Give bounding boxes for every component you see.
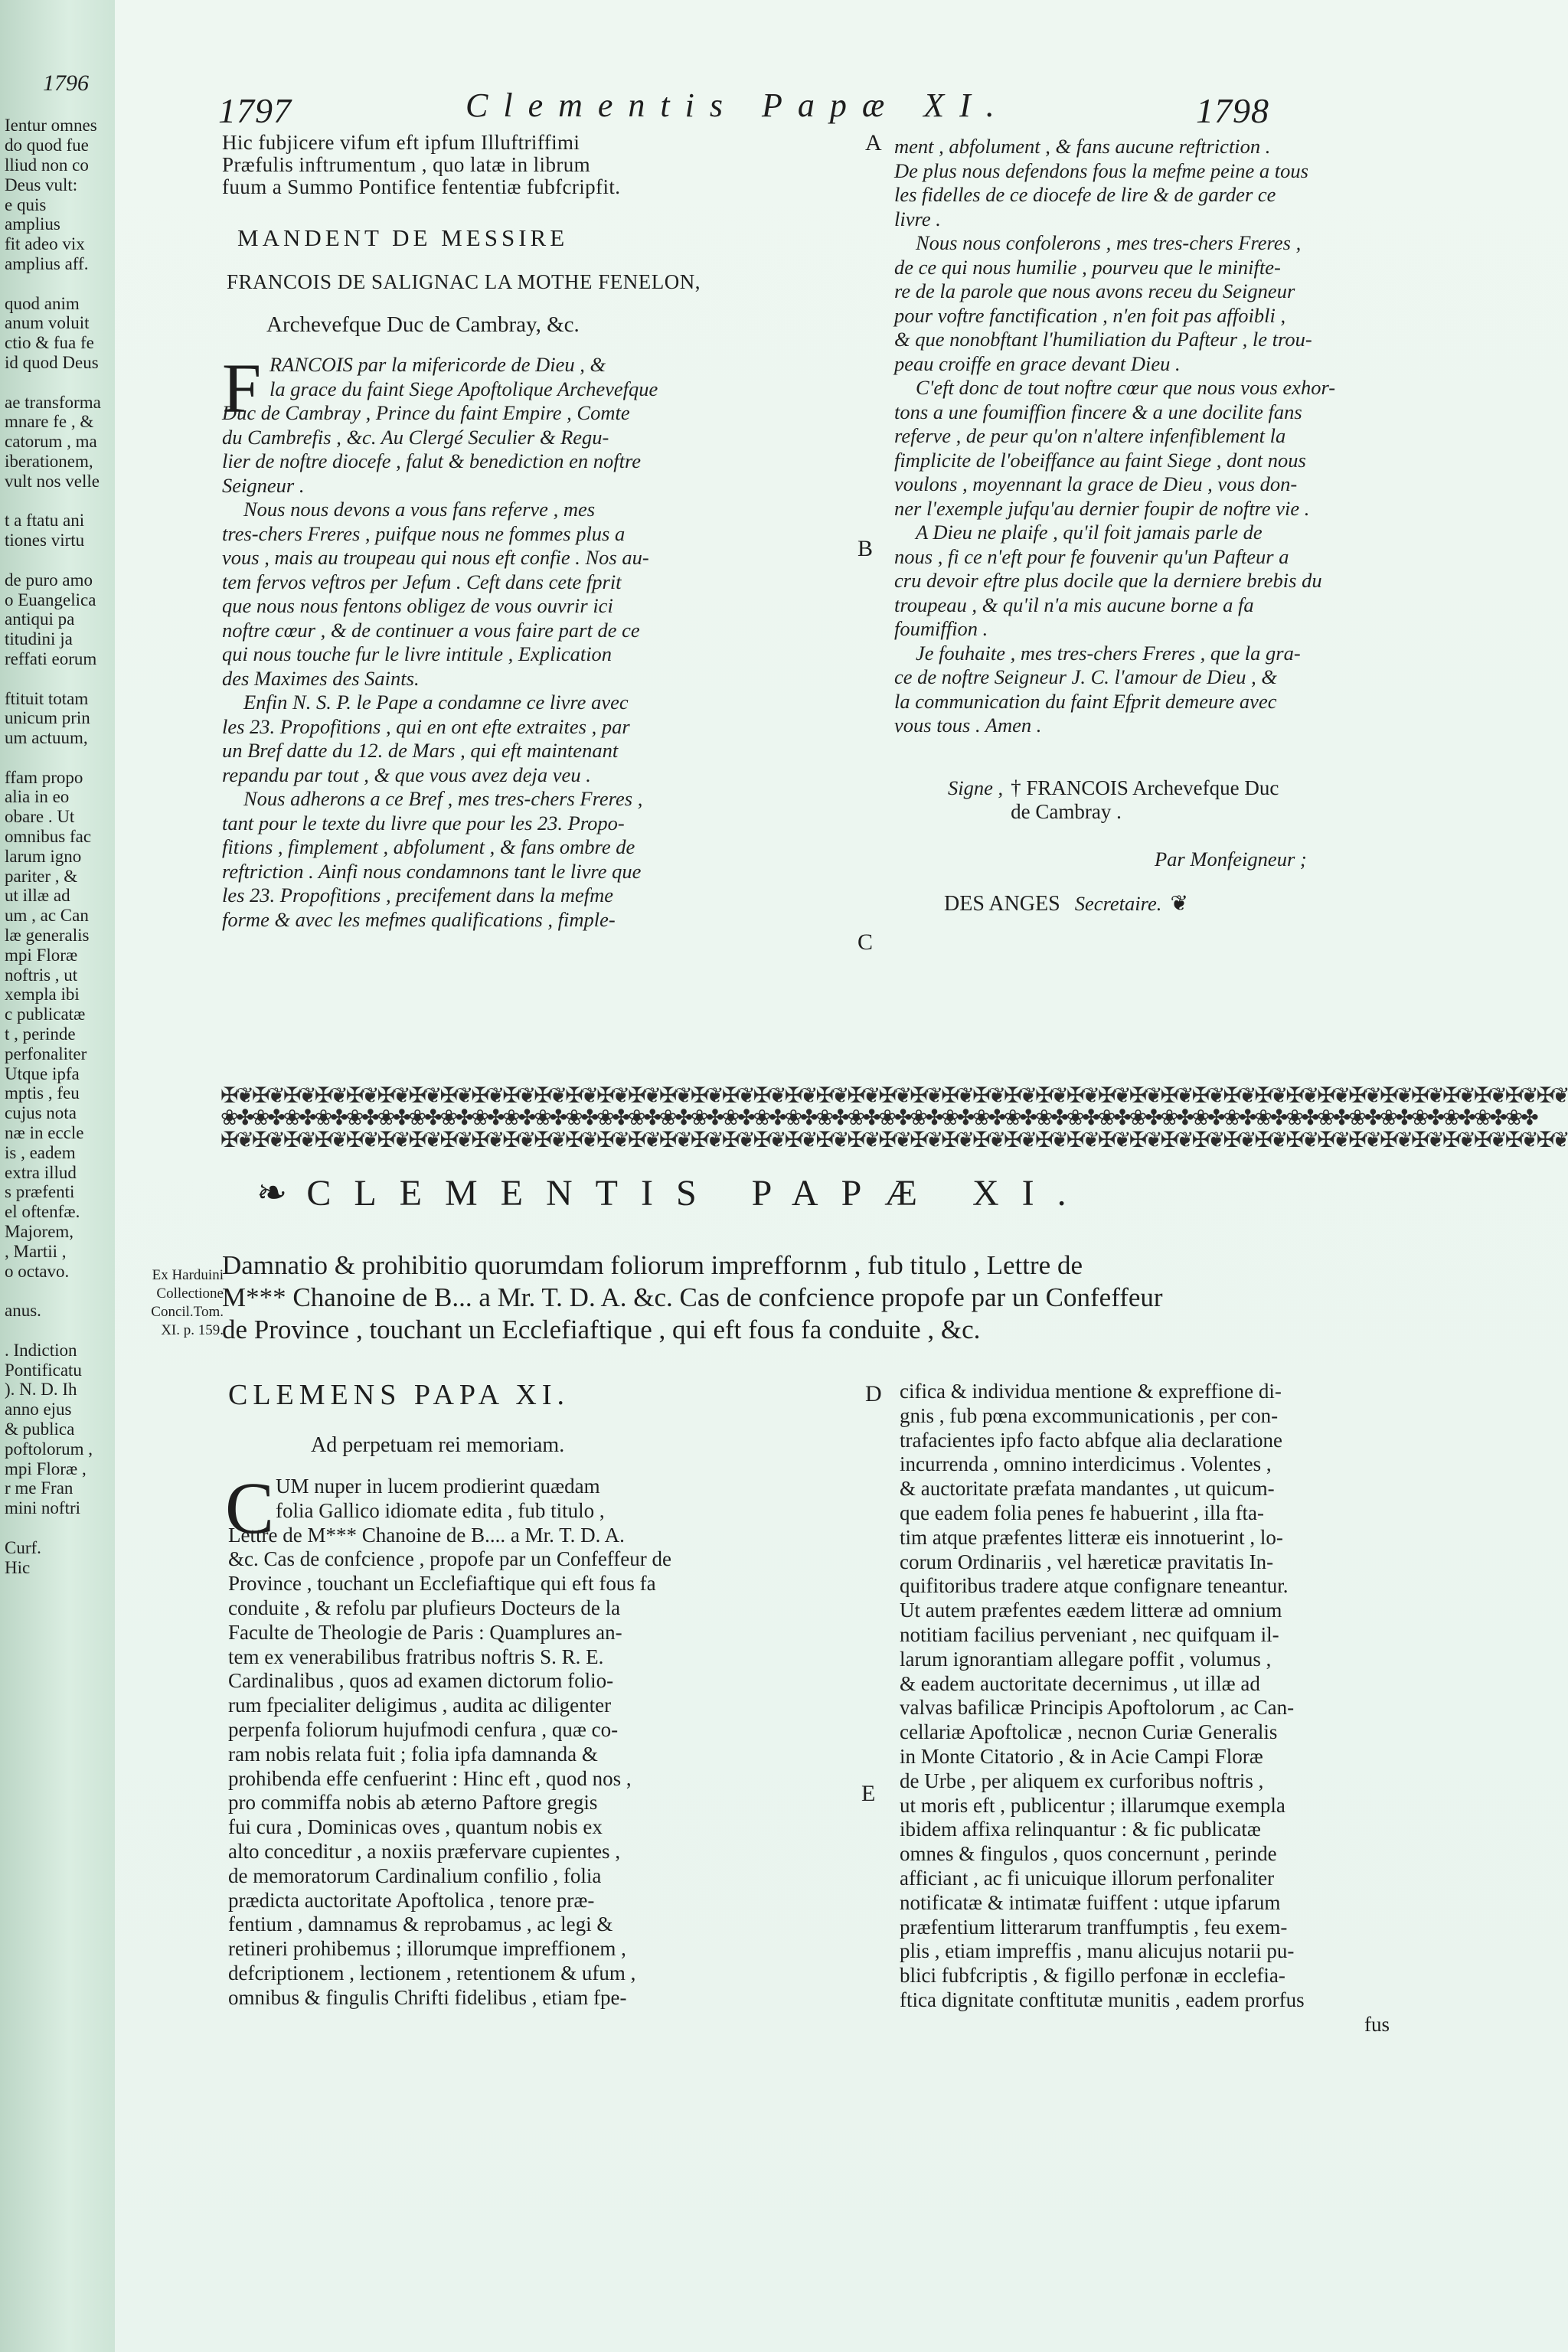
dropcap-f: F bbox=[222, 349, 262, 427]
marker-b: B bbox=[858, 536, 874, 561]
bull-text-left: UM nuper in lucem prodierint quædam folia Gallico idiomate edita , fub titulo , Lettre de M*** Chanoine de B.... a Mr. T. D. A. &c. Cas de confcience , propofe par un Confeffeur de Province , touchant un Ecclefiaftique qui eft fous fa conduite , & refolu par plufieurs Docteurs de la Faculte de Theologie de Paris : Quamplures an- tem ex venerabilibus fratribus noftris S. R. E. Cardinalibus , quos ad examen dictorum folio- rum fpecialiter deligimus , audita ac diligenter perpenfa foliorum hujufmodi cenfura , quæ co- ram nobis relata fuit ; folia ipfa damnanda & prohibenda effe cenfuerint : Hinc eft , quod nos , pro commiffa nobis ab æterno Paftore gregis fui cura , Dominicas oves , quantum nobis ex alto conceditur , a noxiis præfervare cupientes , de memoratorum Cardinalium confilio , folia prædicta auctoritate Apoftolica , tenore præ- fentium , damnamus & reprobamus , ac legi & retineri prohibemus ; illorumque impreffionem , defcriptionem , lectionem , retentionem & ufum , omnibus & fingulis Chrifti fidelibus , etiam fpe- bbox=[228, 1475, 672, 2009]
right-paragraph-4: A Dieu ne plaife , qu'il foit jamais parle de nous , fi ce n'eft pour fe fouvenir qu'un Pafteur a cru devoir eftre plus docile que la derniere brebis du troupeau , & qu'il n'a mis aucune borne a fa foumiffion . bbox=[894, 521, 1322, 640]
mandement-body bbox=[222, 349, 850, 932]
secretary-title: Secretaire. bbox=[1074, 891, 1162, 915]
marker-d: D bbox=[865, 1381, 882, 1406]
author-heading: FRANCOIS DE SALIGNAC LA MOTHE FENELON, bbox=[227, 270, 701, 293]
side-note-source: Ex Harduini Collectione Concil.Tom. XI. p. 159. bbox=[151, 1267, 224, 1338]
bull-body-left bbox=[225, 1467, 856, 2011]
catchword: fus bbox=[1364, 2012, 1390, 2036]
intro-paragraph: Hic fubjicere vifum eft ipfum Illuftriffimi Præfulis inftrumentum , quo latæ in librum fuum a Summo Pontifice fententiæ fubfcripfit. bbox=[222, 131, 621, 198]
ornament-band-middle: ❀✤❀✤❀✤❀✤❀✤❀✤❀✤❀✤❀✤❀✤❀✤❀✤❀✤❀✤❀✤❀✤❀✤❀✤❀✤❀✤❀✤❀✤❀✤❀✤❀✤❀✤❀✤❀✤❀✤❀✤❀✤❀✤❀✤❀✤❀✤❀✤❀✤❀✤❀✤❀✤❀✤❀✤ bbox=[220, 1105, 1537, 1130]
damnatio-title: Damnatio & prohibitio quorumdam foliorum impreffornm , fub titulo , Lettre de M*** Chanoine de B... a Mr. T. D. A. &c. Cas de confcience propofe par un Confeffeur de Province , touchant un Ecclefiaftique , qui eft fous fa conduite , &c. bbox=[222, 1250, 1163, 1344]
previous-page-text-fragments: Ientur omnes do quod fue lliud non co Deus vult: e quis amplius fit adeo vix amplius aff. quod anim anum voluit ctio & fua fe id quod Deus ae transforma mnare fe , & catorum , ma iberationem, vult nos velle t a ftatu ani tiones virtu de puro amo o Euangelica antiqui pa titudini ja reffati eorum ftituit totam unicum prin um actuum, ffam propo alia in eo obare . Ut omnibus fac larum igno pariter , & ut illæ ad um , ac Can læ generalis mpi Floræ noftris , ut xempla ibi c publicatæ t , perinde perfonaliter Utque ipfa mptis , feu cujus nota næ in eccle is , eadem extra illud s præfenti el oftenfæ. Majorem, , Martii , o octavo. anus. . Indiction Pontificatu ). N. D. Ih anno ejus & publica poftolorum , mpi Floræ , r me Fran mini noftri Curf. Hic bbox=[5, 116, 101, 1577]
author-title: Archevefque Duc de Cambray, &c. bbox=[266, 312, 580, 337]
secretary-line bbox=[944, 890, 1384, 916]
previous-page-number: 1796 bbox=[43, 70, 89, 96]
page bbox=[115, 0, 1568, 2352]
previous-page-margin-column bbox=[5, 54, 104, 1597]
right-paragraph-3: C'eft donc de tout noftre cœur que nous vous exhor- tons a une foumiffion fincere & a une docilite fans referve , de peur qu'on n'altere infenfiblement la fimplicite de l'obeiffance au faint Siege , dont nous voulons , moyennant la grace de Dieu , vous don- ner l'exemple jufqu'au dernier foupir de noftre vie . bbox=[894, 376, 1336, 520]
section-title: CLEMENTIS PAPÆ XI. bbox=[306, 1173, 1089, 1214]
fleuron-icon: ❧ bbox=[256, 1171, 288, 1214]
bull-text-right: cifica & individua mentione & expreffione di- gnis , fub pœna excommunicationis , per con- trafacientes ipfo facto abfque alia declaratione incurrenda , omnino interdicimus . Volentes , & auctoritate præfata mandantes , ut quicum- que eadem folia penes fe habuerint , illa fta- tim atque præfentes litteræ eis innotuerint , lo- corum Ordinariis , vel hæreticæ pravitatis In- quifitoribus tradere atque confignare teneantur. Ut autem præfentes eædem litteræ ad omnium notitiam facilius perveniant , nec quifquam il- larum ignorantiam allegare poffit , volumus , & eadem auctoritate decernimus , ut illæ ad valvas bafilicæ Principis Apoftolorum , ac Can- cellariæ Apoftolicæ , necnon Curiæ Generalis in Monte Citatorio , & in Acie Campi Floræ de Urbe , per aliquem ex curforibus noftris , ut moris eft , publicentur ; illarumque exempla ibidem affixa relinquantur : & fic publicatæ omnes & fingulos , quos concernunt , perinde afficiant , ac fi unicuique illorum perfonaliter notificatæ & intimatæ fuiffent : utque ipfarum præfentium litterarum tranffumptis , feu exem- plis , etiam impreffis , manu alicujus notarii pu- blici fubfcriptis , & figillo perfonæ in ecclefia- ftica dignitate conftitutæ munitis , eadem prorfus bbox=[900, 1380, 1305, 2011]
right-paragraph-5: Je fouhaite , mes tres-chers Freres , que la gra- ce de noftre Seigneur J. C. l'amour de Dieu , & la communication du faint Efprit demeure avec vous tous . Amen . bbox=[894, 641, 1301, 737]
signature-name: † FRANCOIS Archevefque Duc de Cambray . bbox=[1011, 776, 1279, 824]
right-paragraph-1: ment , abfolument , & fans aucune reftriction . De plus nous defendons fous la mefme peine a tous les fidelles de ce diocefe de lire & de garder ce livre . bbox=[894, 135, 1308, 230]
mandent-heading: MANDENT DE MESSIRE bbox=[237, 224, 569, 251]
flourish-icon: ❦ bbox=[1170, 890, 1188, 916]
mandement-paragraph-1: RANCOIS par la mifericorde de Dieu , & la grace du faint Siege Apoftolique Archevefque Duc de Cambray , Prince du faint Empire , Comte du Cambrefis , &c. Au Clergé Seculier & Regu- lier de noftre diocefe , falut & benediction en noftre Seigneur . bbox=[222, 353, 658, 497]
section-title-row bbox=[256, 1171, 1089, 1214]
mandement-paragraph-2: Nous nous devons a vous fans referve , mes tres-chers Freres , puifque nous ne fommes plus a vous , mais au troupeau qui nous eft confie . Nos au- tem fervos veftros per Jefum . Ceft dans cete fprit que nous nous fentons obligez de vous ouvrir ici noftre cœur , & de continuer a vous faire part de ce qui nous touche fur le livre intitule , Explication des Maximes des Saints. bbox=[222, 498, 649, 690]
marker-c: C bbox=[858, 929, 874, 955]
dropcap-c: C bbox=[225, 1467, 275, 1549]
secretary-name: DES ANGES bbox=[944, 891, 1060, 916]
marker-a: A bbox=[865, 130, 882, 155]
page-number-left: 1797 bbox=[218, 91, 292, 130]
marker-e: E bbox=[861, 1781, 876, 1806]
mandement-paragraph-3: Enfin N. S. P. le Pape a condamne ce livre avec les 23. Propofitions , qui en ont efte extraites , par un Bref datte du 12. de Mars , qui eft maintenant repandu par tout , & que vous avez deja veu . bbox=[222, 691, 630, 786]
mandement-paragraph-4: Nous adherons a ce Bref , mes tres-chers Freres , tant pour le texte du livre que pour les 23. Propo- fitions , fimplement , abfolument , & fans ombre de reftriction . Ainfi nous condamnons tant le livre que les 23. Propofitions , precifement dans la mefme forme & avec les mefmes qualifications , fimple- bbox=[222, 787, 643, 931]
signe-label: Signe , bbox=[948, 776, 1004, 799]
signature-block bbox=[948, 776, 1384, 825]
left-column-bottom bbox=[225, 1378, 856, 2011]
right-column-top bbox=[894, 135, 1384, 916]
clemens-heading: CLEMENS PAPA XI. bbox=[228, 1379, 570, 1411]
par-monseigneur: Par Monfeigneur ; bbox=[1155, 848, 1307, 871]
right-paragraph-2: Nous nous confolerons , mes tres-chers Freres , de ce qui nous humilie , pourveu que le minifte- re de la parole que nous avons receu du Seigneur pour voftre fanctification , n'en foit pas affoibli , & que nonobftant l'humiliation du Pafteur , le trou- peau croiffe en grace devant Dieu . bbox=[894, 231, 1312, 375]
ornament-band-bottom: ✠❦✠❦✠❦✠❦✠❦✠❦✠❦✠❦✠❦✠❦✠❦✠❦✠❦✠❦✠❦✠❦✠❦✠❦✠❦✠❦✠❦✠❦✠❦✠❦✠❦✠❦✠❦✠❦✠❦✠❦✠❦✠❦✠❦✠❦✠❦✠❦✠❦✠❦✠❦✠❦✠❦✠❦✠❦ bbox=[220, 1127, 1568, 1152]
ad-perpetuam: Ad perpetuam rei memoriam. bbox=[311, 1433, 565, 1457]
running-title: Clementis Papæ XI. bbox=[466, 87, 1010, 124]
left-column-top bbox=[222, 132, 850, 932]
ornament-band-top: ✠❦✠❦✠❦✠❦✠❦✠❦✠❦✠❦✠❦✠❦✠❦✠❦✠❦✠❦✠❦✠❦✠❦✠❦✠❦✠❦✠❦✠❦✠❦✠❦✠❦✠❦✠❦✠❦✠❦✠❦✠❦✠❦✠❦✠❦✠❦✠❦✠❦✠❦✠❦✠❦✠❦✠❦✠❦ bbox=[220, 1083, 1568, 1108]
page-number-right: 1798 bbox=[1196, 91, 1269, 130]
right-column-bottom bbox=[900, 1380, 1390, 2037]
